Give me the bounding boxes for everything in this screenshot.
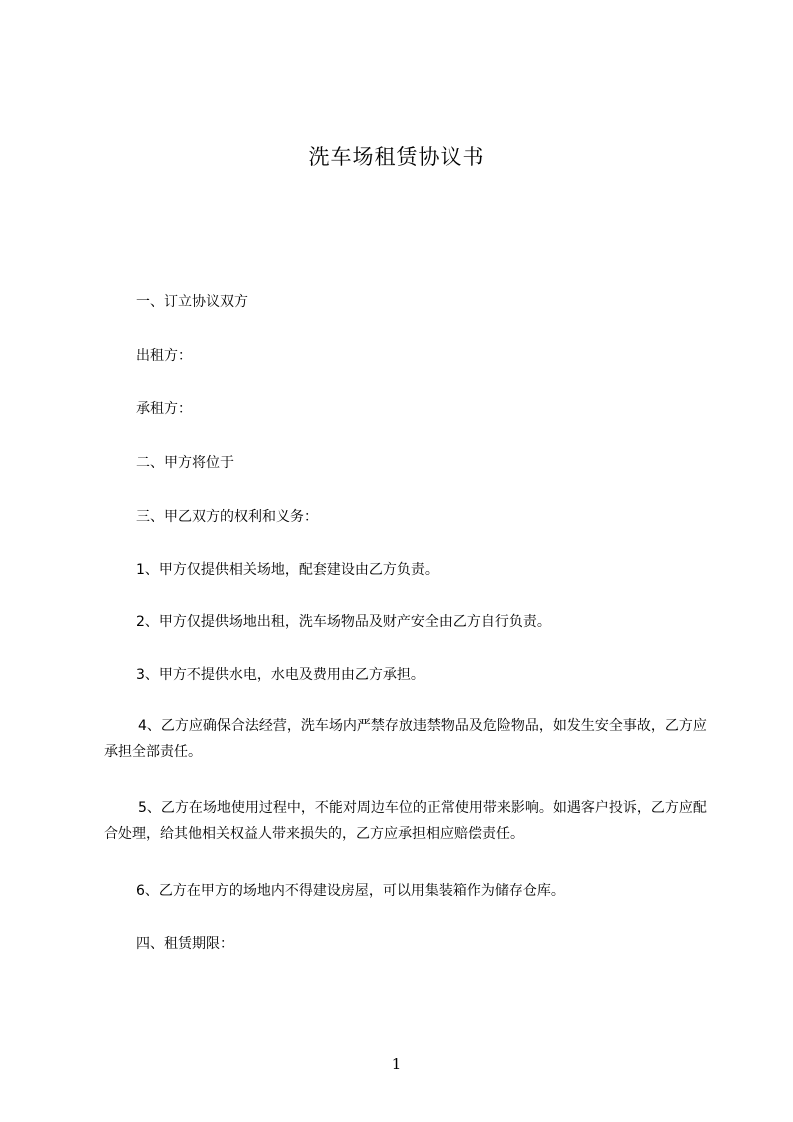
clause-4: 4、乙方应确保合法经营，洗车场内严禁存放违禁物品及危险物品，如发生安全事故，乙方应承担全部责任。 [104, 718, 707, 760]
lessor-line: 出租方： [136, 348, 192, 364]
document-title: 洗车场租赁协议书 [308, 145, 485, 169]
clause-1: 1、甲方仅提供相关场地，配套建设由乙方负责。 [136, 562, 439, 578]
section-1-heading: 一、订立协议双方 [136, 294, 248, 310]
clause-2: 2、甲方仅提供场地出租，洗车场物品及财产安全由乙方自行负责。 [136, 614, 551, 630]
section-3-heading: 三、甲乙双方的权利和义务： [136, 509, 318, 525]
clause-3: 3、甲方不提供水电，水电及费用由乙方承担。 [136, 667, 425, 683]
page-number: 1 [391, 1055, 402, 1073]
clause-6: 6、乙方在甲方的场地内不得建设房屋，可以用集装箱作为储存仓库。 [136, 883, 565, 899]
clause-5: 5、乙方在场地使用过程中，不能对周边车位的正常使用带来影响。如遇客户投诉，乙方应配合处理，给其他相关权益人带来损失的，乙方应承担相应赔偿责任。 [104, 800, 707, 842]
lessee-line: 承租方： [136, 401, 192, 417]
section-2-heading: 二、甲方将位于 [136, 455, 234, 471]
section-4-heading: 四、租赁期限： [136, 936, 234, 952]
